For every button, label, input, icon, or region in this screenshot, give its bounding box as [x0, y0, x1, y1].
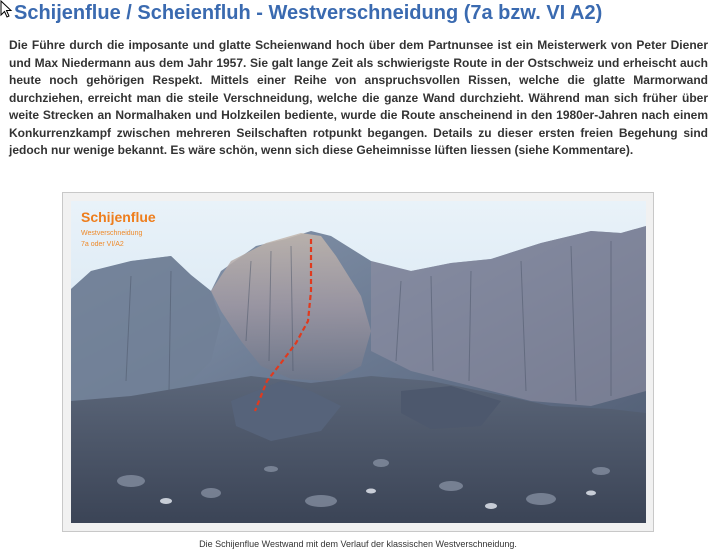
- wall-photo[interactable]: [71, 201, 646, 523]
- mouse-pointer-icon: [0, 0, 14, 20]
- route-figure: [62, 192, 654, 532]
- article-intro: Die Führe durch die imposante und glatte Scheienwand hoch über dem Partnunsee ist ein Meisterwerk von Peter Diener und Max Niedermann aus dem Jahr 1957. Sie galt lange Zeit als schwierigste Route in der Ostschweiz und erheischt auch heute noch gehörigen Respekt. Mittels einer Reihe von anspruchsvollen Rissen, welche die glatte Marmorwand durchziehen, erreicht man die steile Verschneidung, welche die ganze Wand durchzieht. Während man sich früher über weite Strecken an Normalhaken und Holzkeilen bediente, wurde die Route anscheinend in den 1980er-Jahren nach einem Konkurrenzkampf zwischen mehreren Seilschaften rotpunkt begangen. Details zu dieser ersten freien Begehung sind jedoch nur wenige bekannt. Es wäre schön, wenn sich diese Geheimnisse lüften liessen (siehe Kommentare).: [9, 38, 708, 157]
- article-title: Schijenflue / Scheienfluh - Westverschneidung (7a bzw. VI A2): [14, 2, 603, 24]
- figure-caption: Die Schijenflue Westwand mit dem Verlauf der klassischen Westverschneidung.: [199, 539, 517, 549]
- overlay-title: Schijenflue: [81, 209, 156, 225]
- overlay-grade: 7a oder VI/A2: [81, 241, 124, 248]
- overlay-route-name: Westverschneidung: [81, 230, 143, 237]
